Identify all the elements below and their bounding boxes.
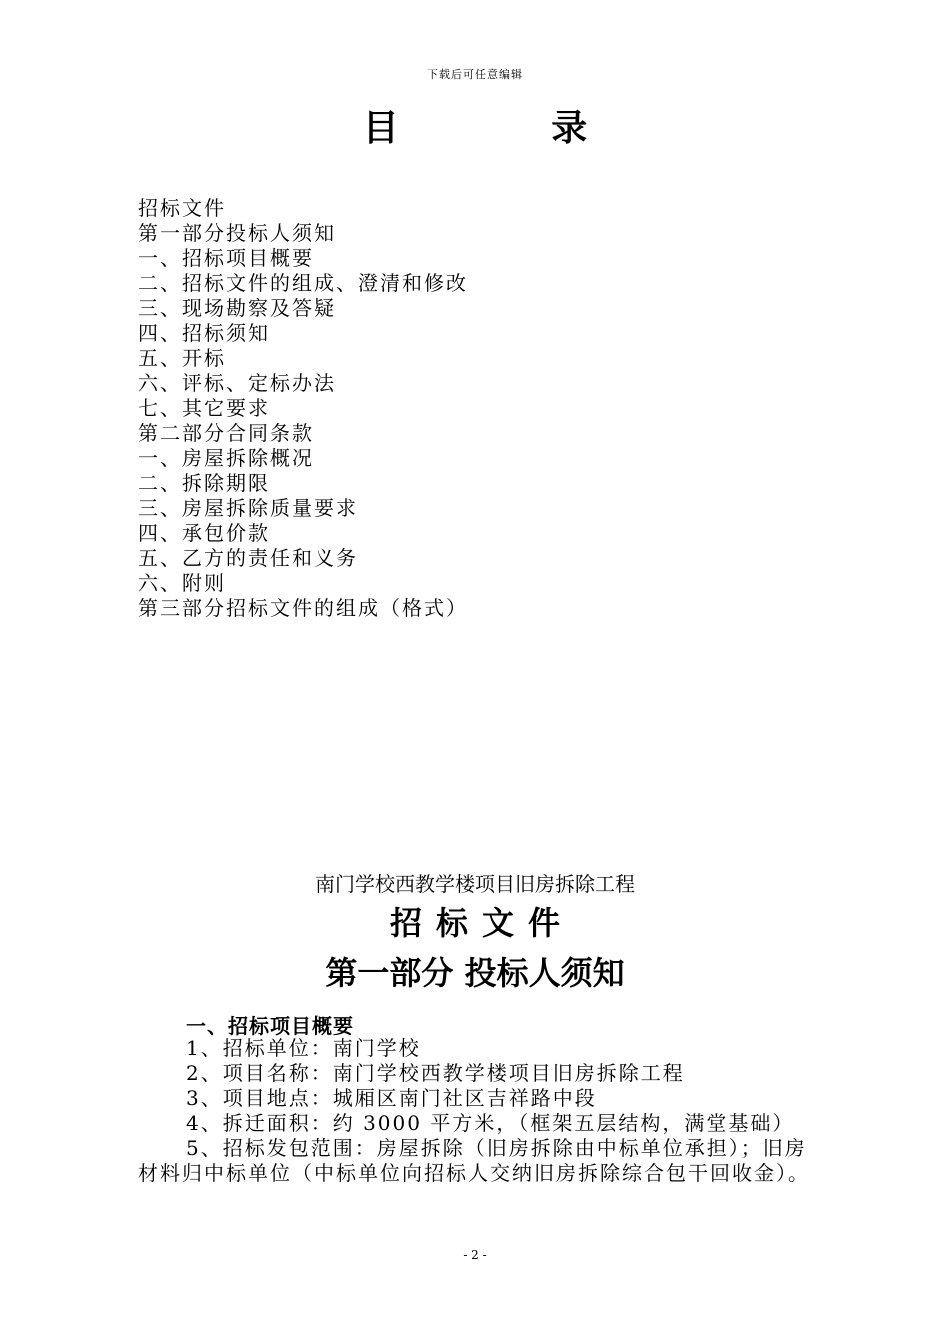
toc-item: 一、房屋拆除概况 [138,446,314,470]
body-paragraph: 4、拆迁面积：约 3000 平方米，（框架五层结构，满堂基础） [186,1111,795,1135]
toc-item: 第一部分投标人须知 [138,221,336,245]
document-title: 招标文件 [389,904,574,942]
body-paragraph: 2、项目名称：南门学校西教学楼项目旧房拆除工程 [186,1061,685,1085]
toc-item: 三、房屋拆除质量要求 [138,496,358,520]
toc-item: 四、招标须知 [138,321,270,345]
toc-item: 一、招标项目概要 [138,246,314,270]
toc-item: 六、评标、定标办法 [138,371,336,395]
toc-item: 第二部分合同条款 [138,421,314,445]
toc-item: 第三部分招标文件的组成（格式） [138,596,468,620]
toc-item: 二、招标文件的组成、澄清和修改 [138,271,468,295]
toc-item: 六、附则 [138,571,226,595]
page-number: - 2 - [463,1248,487,1262]
table-of-contents [138,196,468,621]
body-paragraph: 1、招标单位：南门学校 [186,1036,421,1060]
toc-item: 招标文件 [138,196,226,220]
toc-item: 三、现场勘察及答疑 [138,296,336,320]
body-paragraph: 3、项目地点：城厢区南门社区吉祥路中段 [186,1086,597,1110]
section-body [138,1036,818,1186]
part-title: 第一部分 投标人须知 [325,954,625,992]
toc-item: 七、其它要求 [138,396,270,420]
page-header-note: 下载后可任意编辑 [427,68,523,81]
body-paragraph: 5、招标发包范围：房屋拆除（旧房拆除由中标单位承担）；旧房材料归中标单位（中标单位向招标人交纳旧房拆除综合包干回收金）。 [138,1136,810,1185]
toc-title: 目 录 [362,108,658,149]
toc-item: 四、承包价款 [138,521,270,545]
toc-item: 二、拆除期限 [138,471,270,495]
project-name: 南门学校西教学楼项目旧房拆除工程 [315,872,635,896]
toc-item: 五、乙方的责任和义务 [138,546,358,570]
toc-item: 五、开标 [138,346,226,370]
section-heading: 一、招标项目概要 [186,1014,354,1038]
